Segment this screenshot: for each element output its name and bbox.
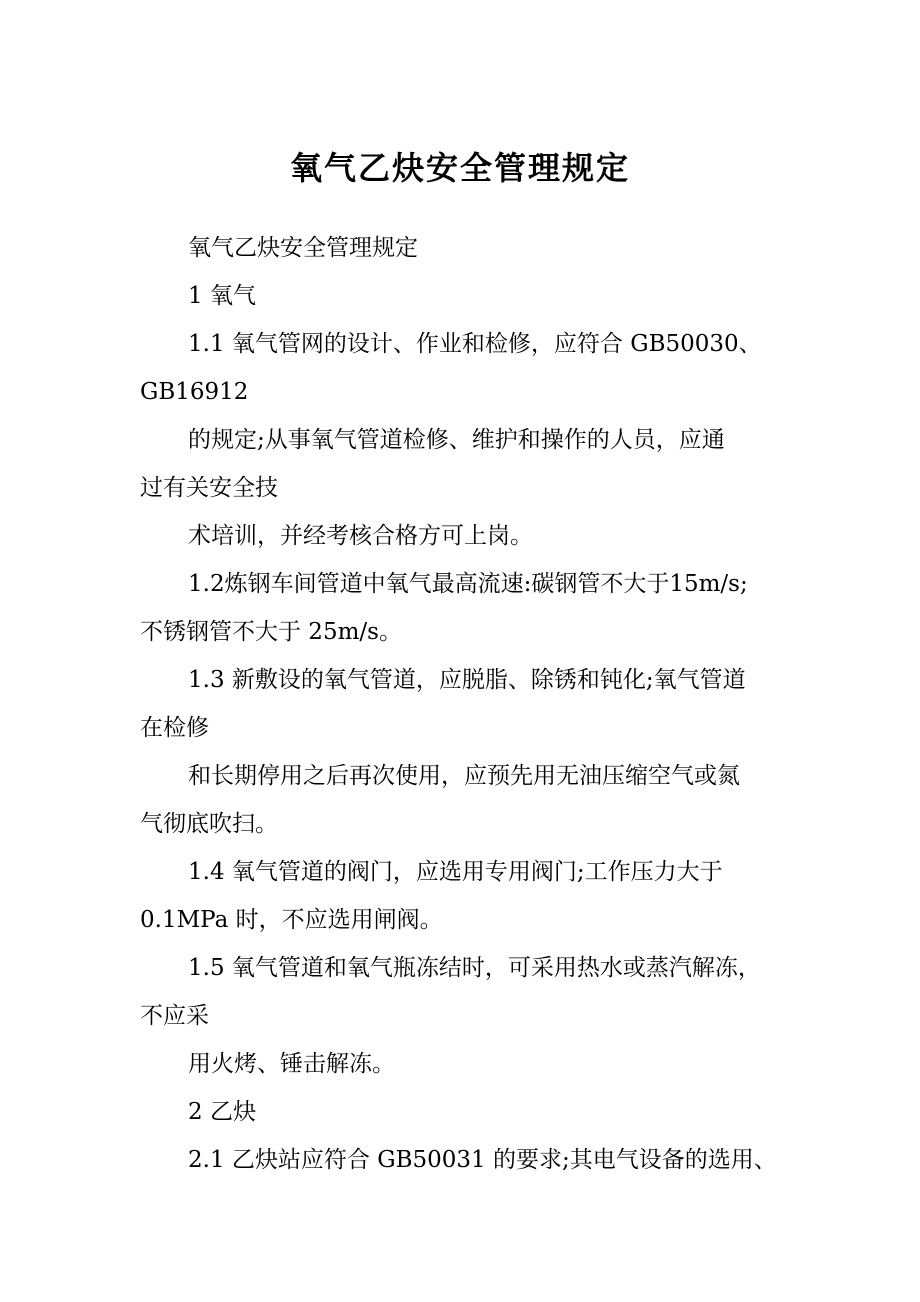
text-line: 不应采 xyxy=(140,1003,209,1029)
document-body xyxy=(140,224,790,1184)
text-line: 氧气乙炔安全管理规定 xyxy=(188,235,418,261)
text-line: 1.1 氧气管网的设计、作业和检修，应符合 GB50030、 xyxy=(188,331,762,357)
text-line: 1.2炼钢车间管道中氧气最高流速:碳钢管不大于15m/s; xyxy=(188,571,748,597)
text-line: 和长期停用之后再次使用，应预先用无油压缩空气或氮 xyxy=(188,763,740,789)
text-line: 用火烤、锤击解冻。 xyxy=(188,1051,395,1077)
text-line: 不锈钢管不大于 25m/s。 xyxy=(140,619,402,645)
text-line: 2.1 乙炔站应符合 GB50031 的要求;其电气设备的选用、 xyxy=(188,1147,777,1173)
text-line: 在检修 xyxy=(140,715,209,741)
text-line: 1 氧气 xyxy=(188,283,256,309)
text-line: 1.5 氧气管道和氧气瓶冻结时，可采用热水或蒸汽解冻， xyxy=(188,955,761,981)
text-line: 1.4 氧气管道的阀门，应选用专用阀门;工作压力大于 xyxy=(188,859,723,885)
text-line: 的规定;从事氧气管道检修、维护和操作的人员，应通 xyxy=(188,427,725,453)
text-line: 0.1MPa 时，不应选用闸阀。 xyxy=(140,907,443,933)
text-line: GB16912 xyxy=(140,379,249,405)
text-line: 术培训，并经考核合格方可上岗。 xyxy=(188,523,533,549)
text-line: 气彻底吹扫。 xyxy=(140,811,278,837)
document-title: 氧气乙炔安全管理规定 xyxy=(289,149,630,187)
text-line: 1.3 新敷设的氧气管道，应脱脂、除锈和钝化;氧气管道 xyxy=(188,667,746,693)
text-line: 2 乙炔 xyxy=(188,1099,256,1125)
text-line: 过有关安全技 xyxy=(140,475,278,501)
